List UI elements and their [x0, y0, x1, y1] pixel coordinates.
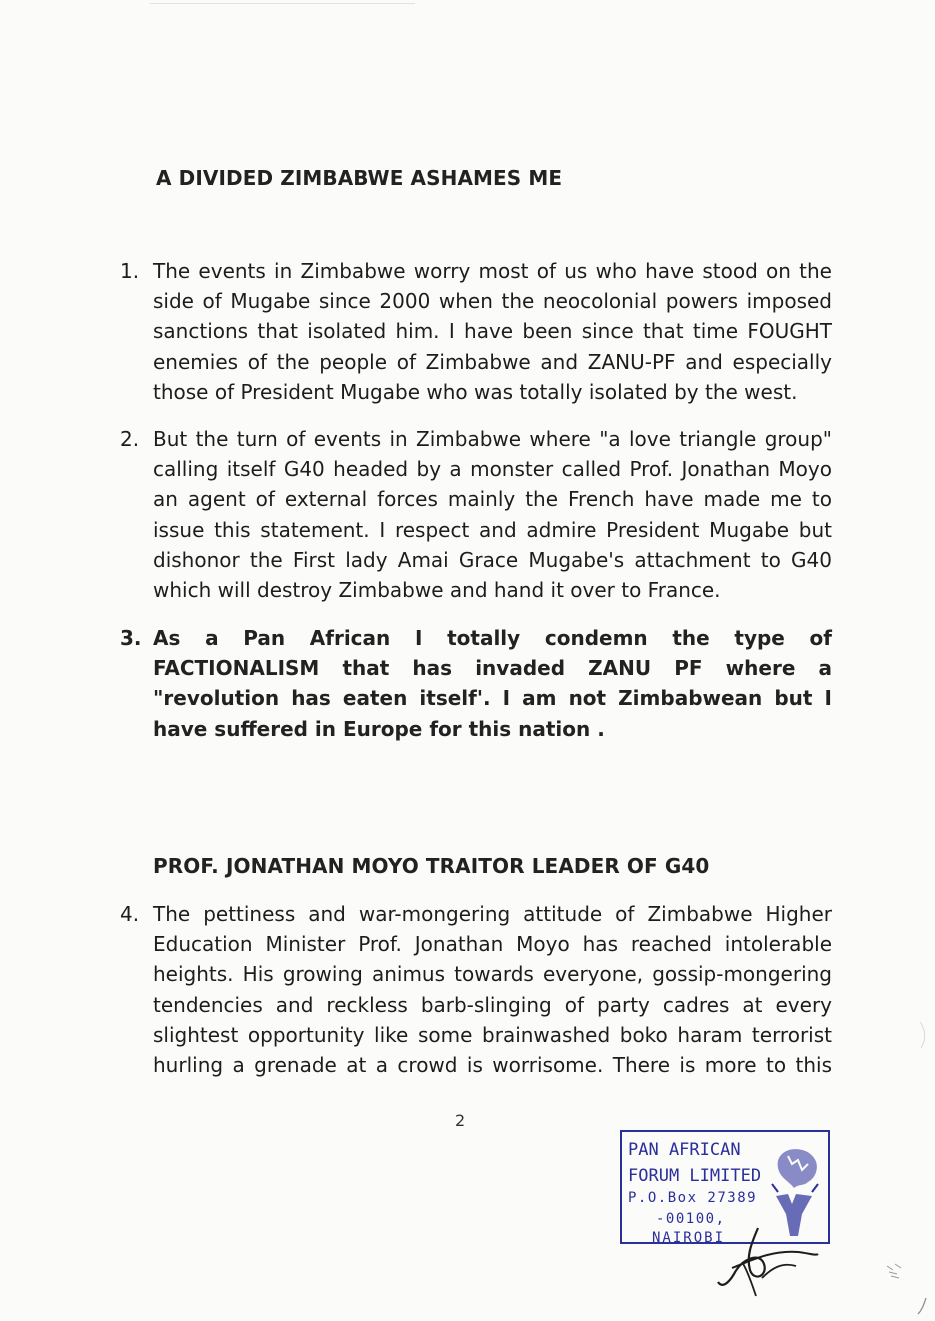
item-number: 1. — [120, 259, 140, 283]
margin-corner-mark — [916, 1296, 930, 1316]
section-heading-prof-moyo: PROF. JONATHAN MOYO TRAITOR LEADER OF G40 — [153, 854, 710, 878]
numbered-paragraph-4 — [120, 899, 832, 1080]
stamp-line-4: -00100, — [656, 1211, 726, 1227]
numbered-paragraph-2 — [120, 424, 832, 605]
stamp-line-3: P.O.Box 27389 — [628, 1190, 758, 1206]
numbered-paragraph-1 — [120, 256, 832, 407]
stamp-line-2: FORUM LIMITED — [628, 1166, 762, 1186]
item-number: 2. — [120, 427, 140, 451]
numbered-paragraph-3 — [120, 623, 832, 744]
item-text: But the turn of events in Zimbabwe where "a love triangle group" calling itself G40 headed by a monster called Prof. Jonathan Moyo an agent of external forces mainly the French have made me to issue this statement. I respect and admire President Mugabe but dishonor the First lady Amai Grace Mugabe's attachment to G40 which will destroy Zimbabwe and hand it over to France. — [153, 427, 832, 603]
scan-edge-line — [150, 3, 415, 4]
item-number: 3. — [120, 626, 142, 650]
item-text: As a Pan African I totally condemn the type of FACTIONALISM that has invaded ZANU PF where a "revolution has eaten itself'. I am not Zimbabwean but I have suffered in Europe for this nation . — [153, 626, 832, 741]
item-text: The pettiness and war-mongering attitude of Zimbabwe Higher Education Minister Prof. Jonathan Moyo has reached intolerable heights. His growing animus towards everyone, gossip-mongering tendencies and reckless barb-slinging of party cadres at every slightest opportunity like some brainwashed boko haram terrorist hurling a grenade at a crowd is worrisome. There is more to this — [153, 902, 832, 1078]
stamp-line-1: PAN AFRICAN — [628, 1140, 741, 1160]
handwritten-signature — [712, 1222, 822, 1302]
margin-scribble-mark — [885, 1262, 907, 1280]
item-number: 4. — [120, 902, 140, 926]
section-heading-divided-zimbabwe: A DIVIDED ZIMBABWE ASHAMES ME — [156, 166, 563, 190]
stamp-line-5: NAIROBI — [652, 1230, 726, 1244]
item-text: The events in Zimbabwe worry most of us who have stood on the side of Mugabe since 2000 when the neocolonial powers imposed sanctions that isolated him. I have been since that time FOUGHT enemies of the people of Zimbabwe and ZANU-PF and especially those of President Mugabe who was totally isolated by the west. — [153, 259, 832, 404]
margin-edge-mark — [918, 1020, 928, 1050]
page-number: 2 — [455, 1111, 466, 1130]
